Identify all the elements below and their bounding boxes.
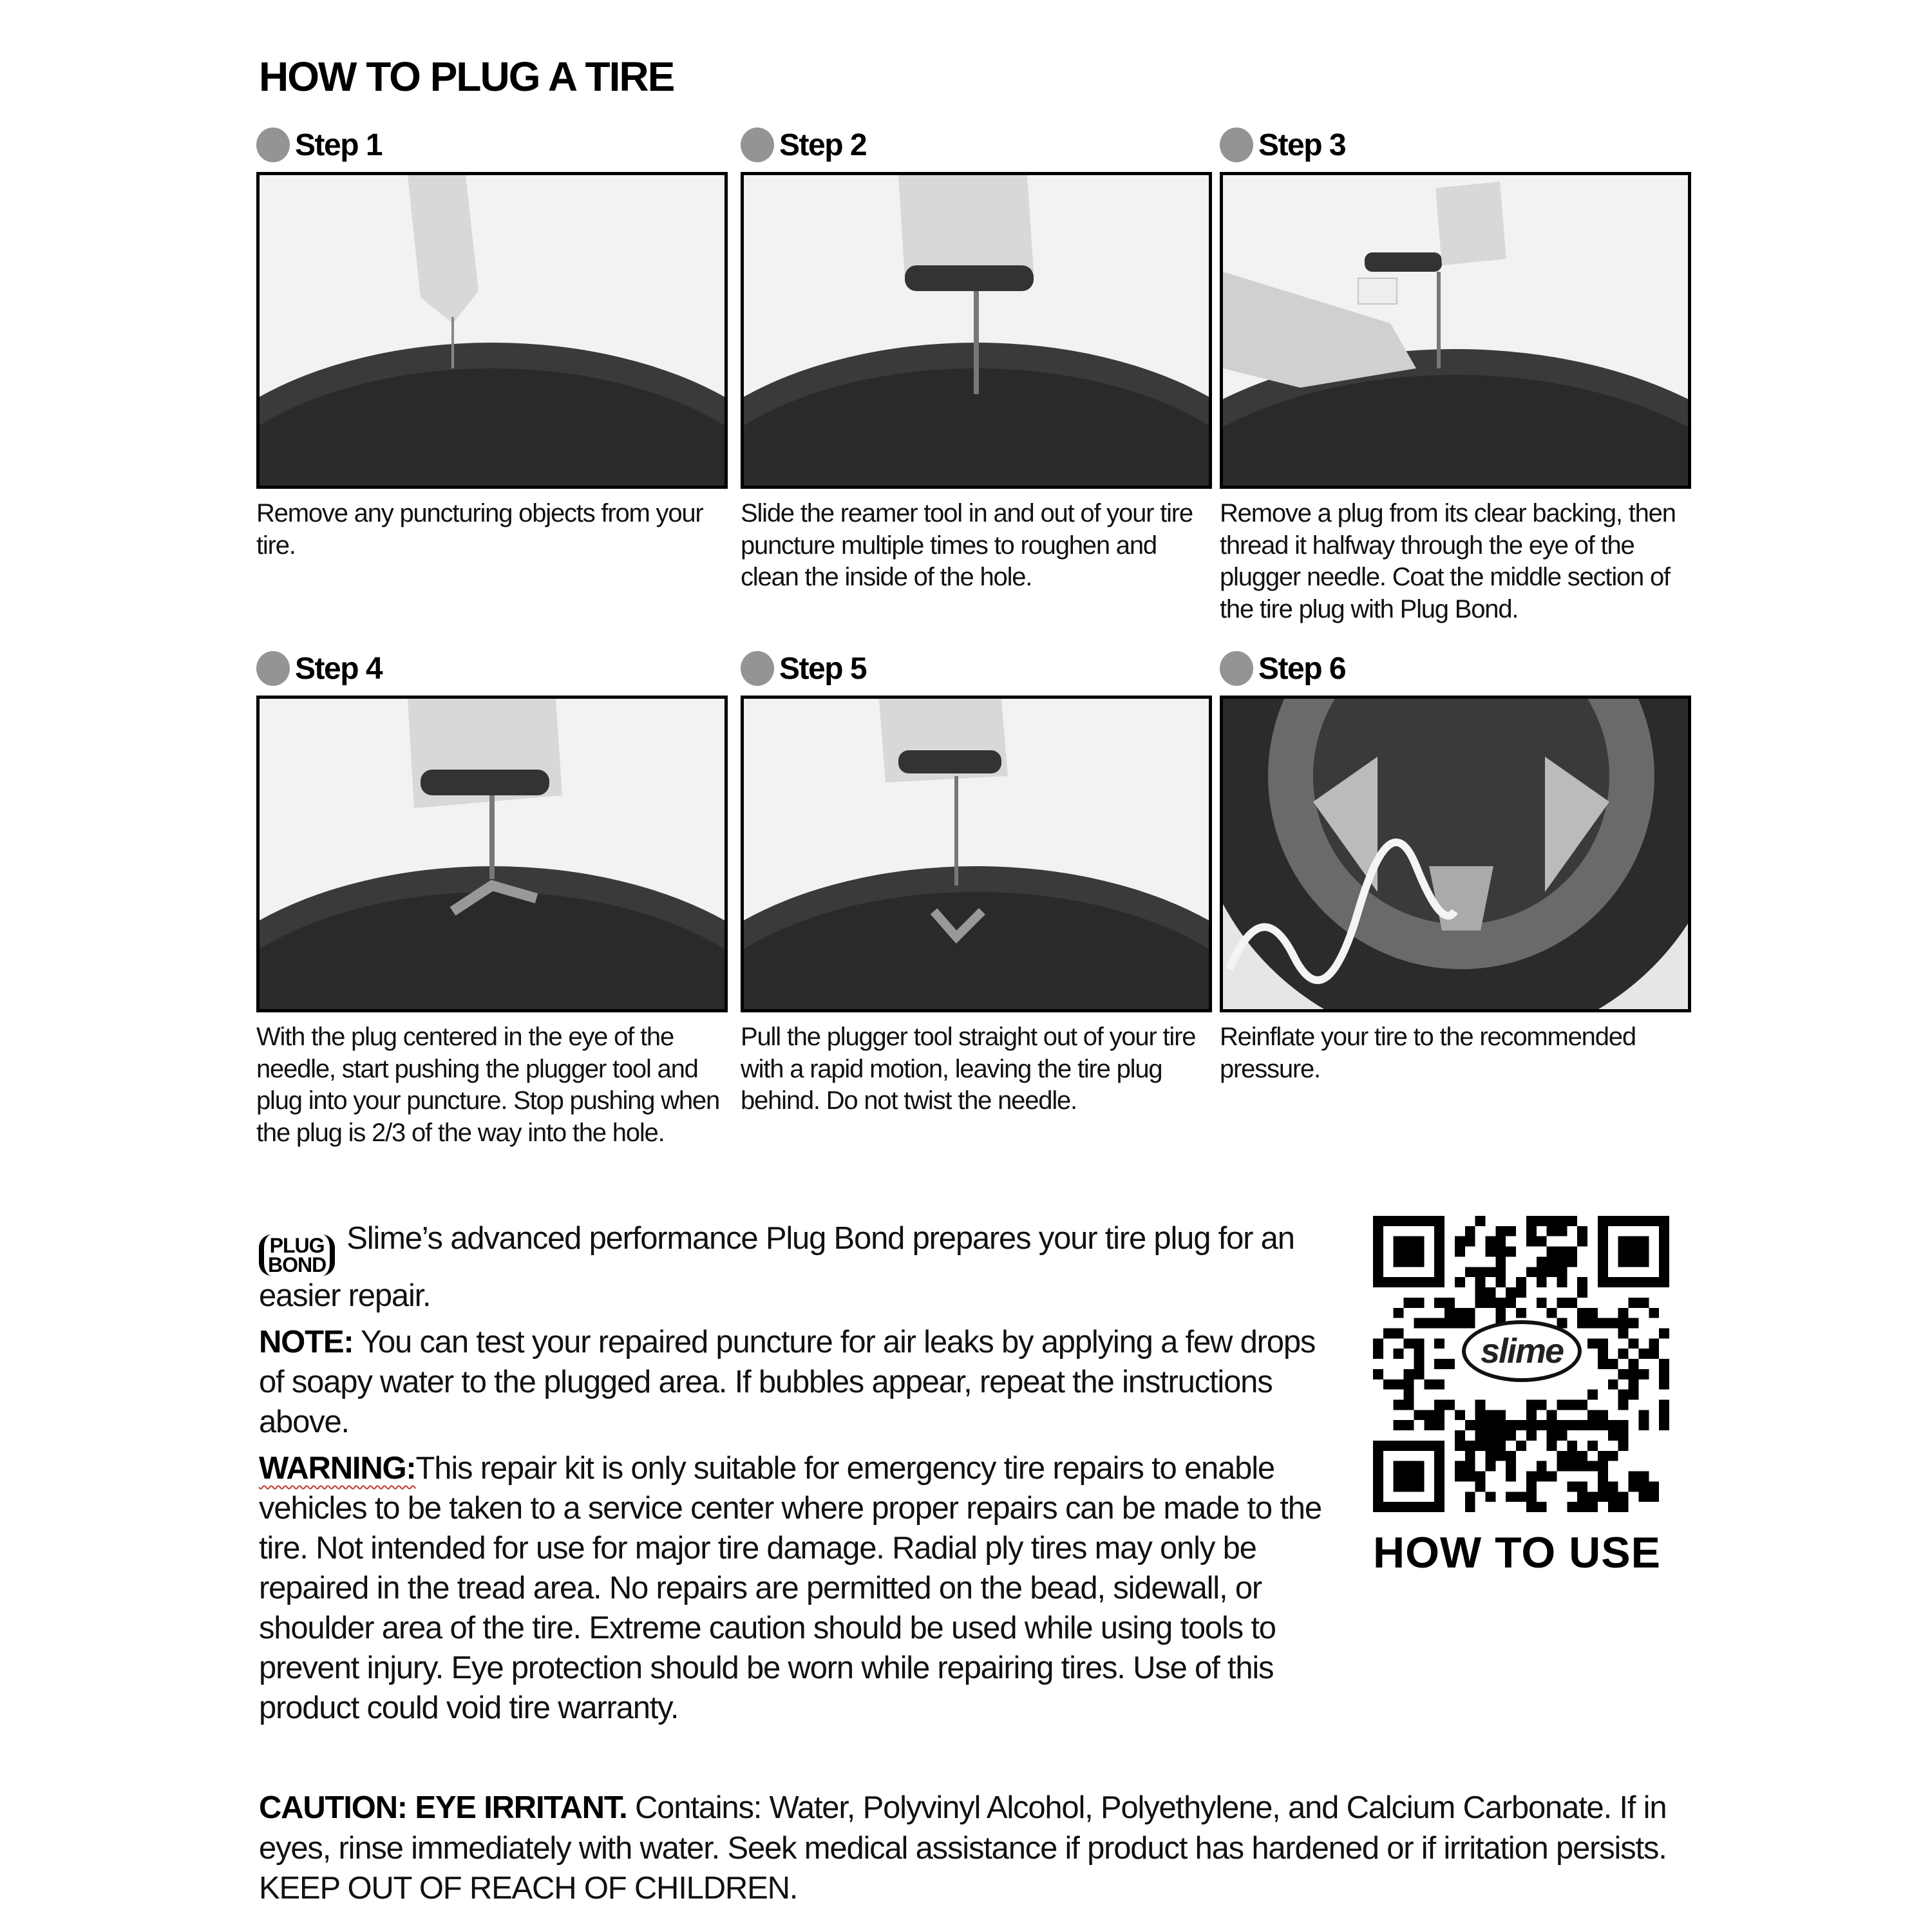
- qr-code[interactable]: [1373, 1216, 1669, 1512]
- step-1: [256, 126, 725, 562]
- plug-bond-text: Slime’s advanced performance Plug Bond prepares your tire plug for an easier repair.: [259, 1221, 1294, 1313]
- step-caption: With the plug centered in the eye of the needle, start pushing the plugger tool and plug into your puncture. Stop pushing when the plug is 2/3 of the way into the hole.: [256, 1023, 720, 1147]
- warning-paragraph: [259, 1448, 1328, 1728]
- info-block: [259, 1218, 1328, 1734]
- step-3: [1220, 126, 1689, 625]
- step-label: Step 3: [1258, 128, 1346, 162]
- caution-text: Contains: Water, Polyvinyl Alcohol, Polyethylene, and Calcium Carbonate. If in eyes, rinse immediately with water. Seek medical assistance if product has hardened or if irritation persists. KEEP OUT OF REACH OF CHILDREN.: [259, 1790, 1667, 1906]
- plug-bond-logo-icon: PLUG BOND: [259, 1235, 335, 1276]
- step-label: Step 6: [1258, 651, 1346, 686]
- step-image: [741, 172, 1212, 489]
- step-image: [1220, 696, 1691, 1012]
- step-4: [256, 649, 725, 1149]
- step-label: Step 2: [779, 128, 867, 162]
- step-caption: Remove any puncturing objects from your tire.: [256, 499, 703, 560]
- step-bullet-icon: [741, 651, 774, 686]
- step-caption: Slide the reamer tool in and out of your tire puncture multiple times to roughen and clean the inside of the hole.: [741, 499, 1193, 591]
- qr-section: [1373, 1216, 1676, 1578]
- caution-label: CAUTION: EYE IRRITANT.: [259, 1790, 627, 1825]
- note-text: You can test your repaired puncture for air leaks by applying a few drops of soapy water to the plugged area. If bubbles appear, repeat the instructions above.: [259, 1325, 1316, 1439]
- step-image: [256, 172, 728, 489]
- step-caption: Pull the plugger tool straight out of your tire with a rapid motion, leaving the tire plug behind. Do not twist the needle.: [741, 1023, 1196, 1115]
- warning-text: This repair kit is only suitable for emergency tire repairs to enable vehicles to be taken to a service center where proper repairs can be made to the tire. Not intended for use for major tire damage. Radial ply tires may only be repaired in the tread area. No repairs are permitted on the bead, sidewall, or shoulder area of the tire. Extreme caution should be used while using tools to prevent injury. Eye protection should be worn while repairing tires. Use of this product could void tire warranty.: [259, 1451, 1321, 1725]
- slime-logo-icon: slime: [1462, 1320, 1582, 1382]
- step-caption: Remove a plug from its clear backing, then thread it halfway through the eye of the plugger needle. Coat the middle section of the tire plug with Plug Bond.: [1220, 499, 1676, 623]
- note-paragraph: [259, 1322, 1328, 1442]
- step-label: Step 5: [779, 651, 867, 686]
- step-image: [741, 696, 1212, 1012]
- step-bullet-icon: [1220, 128, 1253, 162]
- step-image: [1220, 172, 1691, 489]
- step-bullet-icon: [1220, 651, 1253, 686]
- step-2: [741, 126, 1209, 594]
- page-title: HOW TO PLUG A TIRE: [259, 53, 674, 100]
- step-caption: Reinflate your tire to the recommended pressure.: [1220, 1023, 1636, 1083]
- step-bullet-icon: [256, 128, 290, 162]
- step-6: [1220, 649, 1689, 1085]
- qr-label: HOW TO USE: [1373, 1528, 1661, 1577]
- step-bullet-icon: [256, 651, 290, 686]
- step-bullet-icon: [741, 128, 774, 162]
- step-image: [256, 696, 728, 1012]
- caution-paragraph: [259, 1788, 1676, 1909]
- step-label: Step 4: [295, 651, 383, 686]
- note-label: NOTE:: [259, 1325, 354, 1359]
- step-5: [741, 649, 1209, 1117]
- warning-label: WARNING:: [259, 1451, 416, 1486]
- plug-bond-paragraph: [259, 1218, 1328, 1316]
- step-label: Step 1: [295, 128, 383, 162]
